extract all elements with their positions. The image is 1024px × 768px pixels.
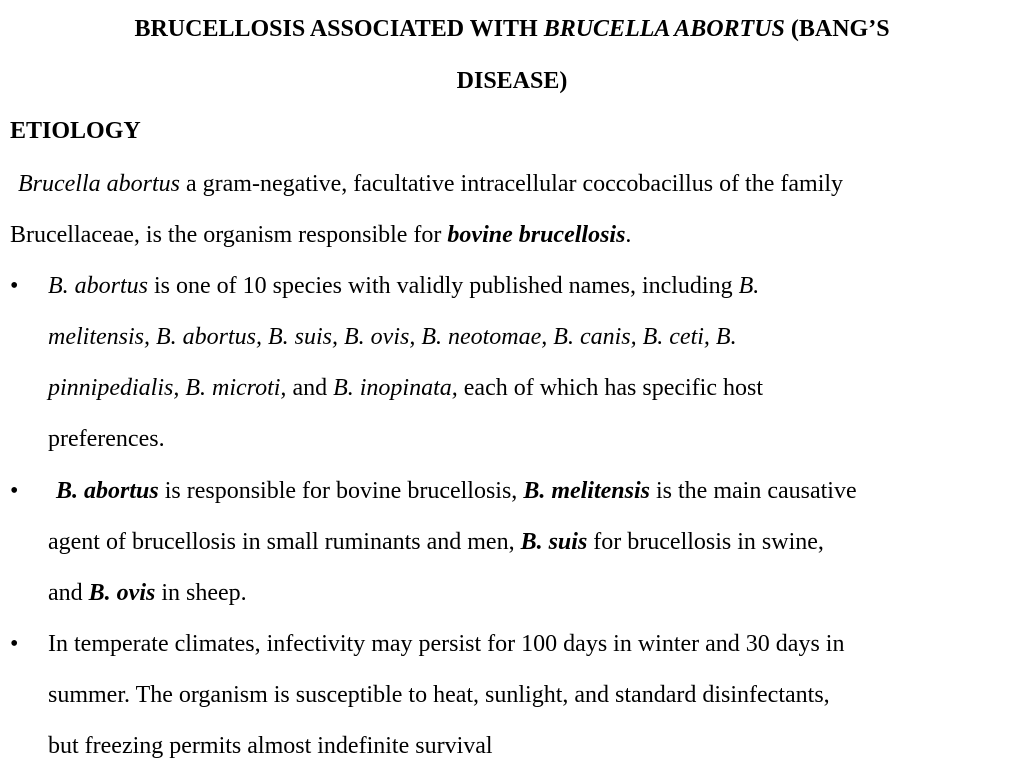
b1-text-2: each of which has specific host xyxy=(457,375,763,401)
b2-text-2: is the main causative xyxy=(650,478,857,504)
bullet-3-line-3: but freezing permits almost indefinite survival xyxy=(48,733,493,759)
bullet-3-marker: • xyxy=(10,631,19,657)
title-italic-organism: BRUCELLA ABORTUS xyxy=(543,16,785,42)
bullet-2-line-2 xyxy=(48,528,824,556)
intro-period: . xyxy=(625,222,632,248)
bullet-1-line-3 xyxy=(48,374,763,402)
b2-text-4: for brucellosis in swine, xyxy=(587,529,824,555)
b2-and: and xyxy=(48,580,89,606)
bullet-1-marker: • xyxy=(10,273,19,299)
b2-text-3: agent of brucellosis in small ruminants and men, xyxy=(48,529,521,555)
b2-text: is responsible for bovine brucellosis, xyxy=(158,478,524,504)
bullet-3-line-2: summer. The organism is susceptible to heat, sunlight, and standard disinfectants, xyxy=(48,682,830,708)
b2-ovis: B. ovis xyxy=(88,580,156,606)
bullet-1-line-2: melitensis, B. abortus, B. suis, B. ovis, B. neotomae, B. canis, B. ceti, B. xyxy=(48,324,737,350)
section-heading-etiology: ETIOLOGY xyxy=(10,118,141,144)
bullet-1-line-1 xyxy=(48,272,759,300)
intro-organism-name: Brucella abortus xyxy=(18,171,180,197)
bullet-1-line-4: preferences. xyxy=(48,426,165,452)
bullet-2-marker: • xyxy=(10,478,19,504)
intro-paragraph-line-2 xyxy=(10,221,631,249)
bullet-3-line-1: In temperate climates, infectivity may persist for 100 days in winter and 30 days in xyxy=(48,631,845,657)
b1-species: B. abortus xyxy=(48,273,149,299)
b1-and: and xyxy=(286,375,334,401)
title-text: BRUCELLOSIS ASSOCIATED WITH xyxy=(134,16,544,42)
b2-suis: B. suis xyxy=(520,529,588,555)
b2-text-5: in sheep. xyxy=(155,580,247,606)
b1-species-3: pinnipedialis, B. microti, xyxy=(48,375,287,401)
b2-melitensis: B. melitensis xyxy=(523,478,650,504)
b1-species-2: B. xyxy=(738,273,760,299)
intro-paragraph-line-1 xyxy=(18,170,843,198)
bullet-2-line-3 xyxy=(48,579,247,607)
b1-text: is one of 10 species with validly published names, including xyxy=(148,273,739,299)
title-text-end: (BANG’S xyxy=(784,16,890,42)
document-title-line-1 xyxy=(0,15,1024,43)
intro-text-2: Brucellaceae, is the organism responsible for xyxy=(10,222,448,248)
bullet-2-line-1 xyxy=(56,477,857,505)
intro-bovine-brucellosis: bovine brucellosis xyxy=(447,222,626,248)
b1-species-4: B. inopinata, xyxy=(333,375,458,401)
intro-text: a gram-negative, facultative intracellular coccobacillus of the family xyxy=(180,171,844,197)
document-title-line-2: DISEASE) xyxy=(456,68,568,94)
b2-abortus: B. abortus xyxy=(56,478,159,504)
